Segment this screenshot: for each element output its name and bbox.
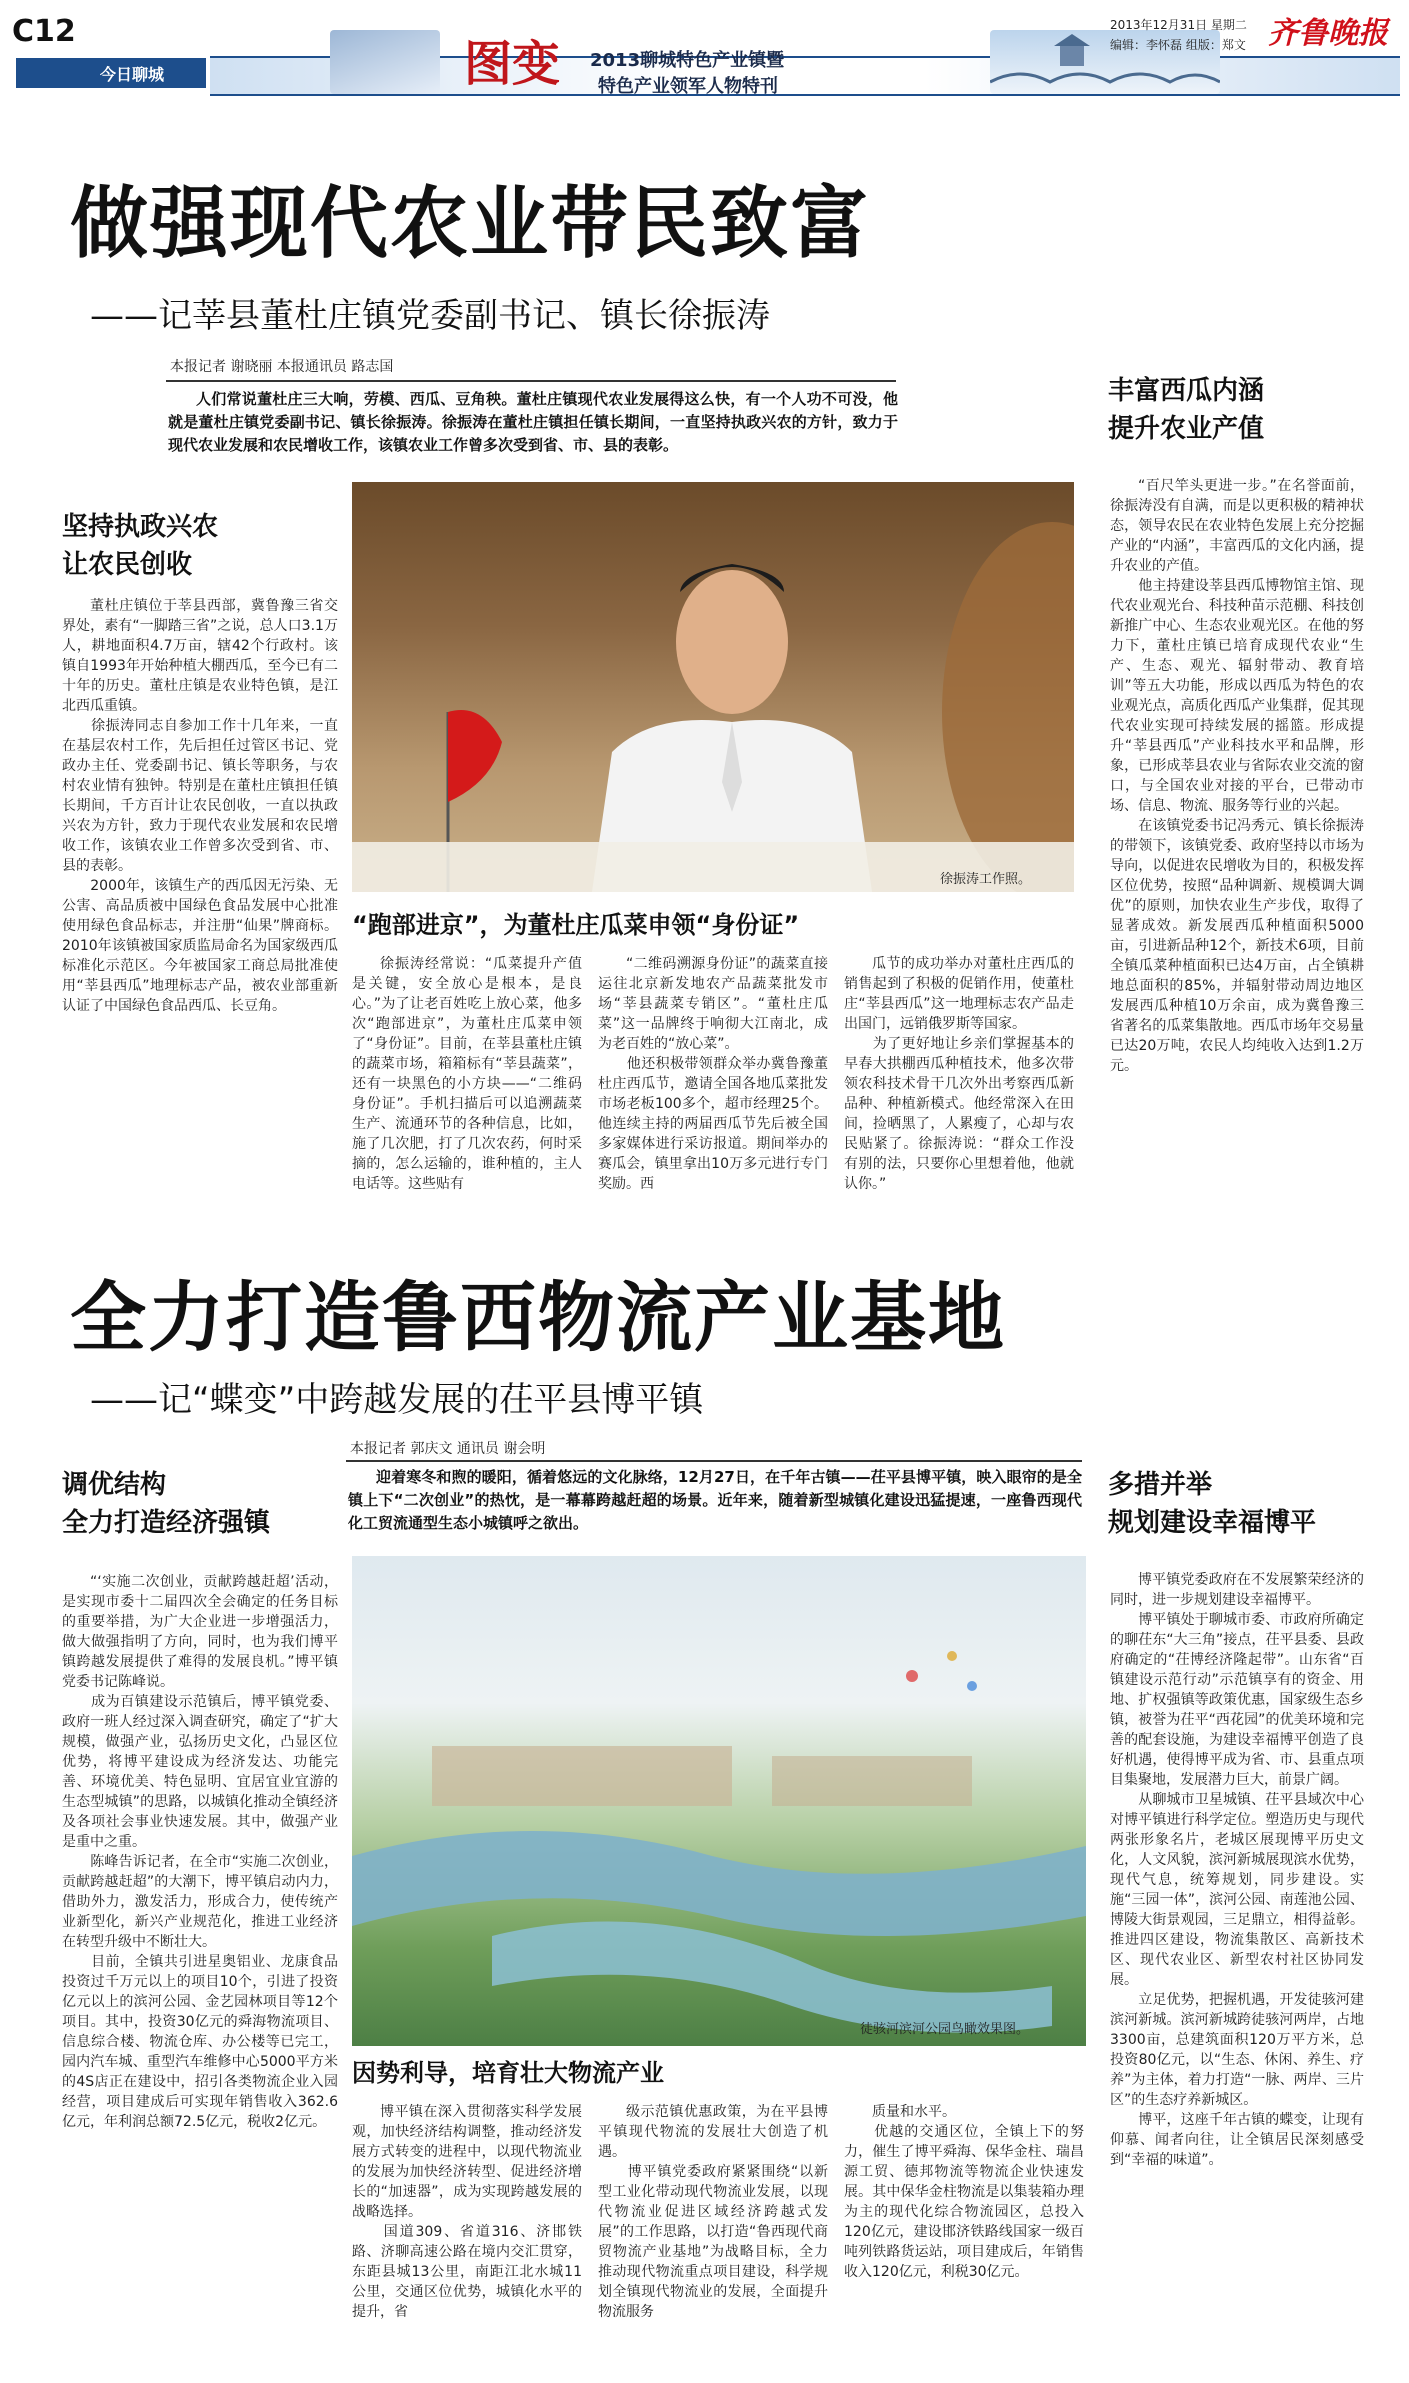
article2-section-b-col2: 级示范镇优惠政策，为在平县博平镇现代物流的发展壮大创造了机遇。 博平镇党委政府紧紧围绕“以新型工业化带动现代物流业发展，以现代物流业促进区域经济跨越式发展”的工作思路，以打造“鲁西现代商贸物流产业基地”为战略目标，全力推动现代物流重点项目建设，科学规划全镇现代物流业的发展，全面提升物流服务 xyxy=(598,2104,828,2320)
article2-headline: 全力打造鲁西物流产业基地 xyxy=(70,1270,1014,1366)
article1-byline: 本报记者 谢晓丽 本报通讯员 路志国 xyxy=(170,359,394,375)
page-header xyxy=(0,0,1409,100)
editor-line: 编辑：李怀磊 组版：郑文 xyxy=(1110,38,1246,52)
article1-section-c-title: 丰富西瓜内涵 提升农业产值 xyxy=(1108,376,1265,444)
article2-photo-caption: 徒骇河滨河公园鸟瞰效果图。 xyxy=(860,2022,1030,2037)
article1-lead: 人们常说董杜庄三大响，劳模、西瓜、豆角秧。董杜庄镇现代农业发展得这么快，有一个人功不可没，他就是董杜庄镇党委副书记、镇长徐振涛。徐振涛在董杜庄镇担任镇长期间，一直坚持执政兴农的方针，致力于现代农业发展和农民增收工作，该镇农业工作曾多次受到省、市、县的表彰。 xyxy=(168,390,898,454)
article1-section-b-title: “跑部进京”，为董杜庄瓜菜申领“身份证” xyxy=(352,911,800,939)
official-portrait xyxy=(352,482,1074,892)
article2-byline: 本报记者 郭庆文 通讯员 谢会明 xyxy=(350,1441,546,1457)
banner-title-1: 2013聊城特色产业镇暨 xyxy=(590,50,785,71)
banner-logo: 图变 xyxy=(463,36,560,92)
article2-section-c-text: 博平镇党委政府在不发展繁荣经济的同时，进一步规划建设幸福博平。 博平镇处于聊城市委、市政府所确定的聊茌东“大三角”接点，茌平县委、县政府确定的“茌博经济隆起带”。山东省“百镇建设示范行动”示范镇享有的资金、用地、扩权强镇等政策优惠，国家级生态乡镇，被誉为茌平“西花园”的优美环境和完善的配套设施，为建设幸福博平创造了良好机遇，使得博平成为省、市、县重点项目集聚地，发展潜力巨大，前景广阔。 从聊城市卫星城镇、茌平县域次中心对博平镇进行科学定位。塑造历史与现代两张形象名片，老城区展现博平历史文化，人文风貌，滨河新城展现滨水优势，现代气息，统筹规划，同步建设。实施“三园一体”，滨河公园、南莲池公园、博陵大街景观园，三足鼎立，相得益彰。推进四区建设，物流集散区、高新技术区、现代农业区、新型农村社区协同发展。 立足优势，把握机遇，开发徒骇河建滨河新城。滨河新城跨徒骇河两岸，占地3300亩，总建筑面积120万平方米，总投资80亿元，以“生态、休闲、养生、疗养”为主体，着力打造“一脉、两岸、三片区”的生态疗养新城区。 博平，这座千年古镇的蝶变，让现有仰慕、闻者向往，让全镇居民深刻感受到“幸福的味道”。 xyxy=(1110,1572,1364,2168)
article1-byline-rule xyxy=(166,380,896,382)
article2-byline-rule xyxy=(346,1460,1082,1462)
article2-subhead: ——记“蝶变”中跨越发展的茌平县博平镇 xyxy=(90,1380,704,1420)
article1-section-c-text: “百尺竿头更进一步。”在名誉面前，徐振涛没有自满，而是以更积极的精神状态，领导农民在农业特色发展上充分挖掘产业的“内涵”，丰富西瓜的文化内涵，提升农业的产值。 他主持建设莘县西瓜博物馆主馆、现代农业观光台、科技种苗示范棚、科技创新推广中心、生态农业观光区。在他的努力下，董杜庄镇已培育成现代农业“生产、生态、观光、辐射带动、教育培训”等五大功能，形成以西瓜为特色的农业观光点，高质化西瓜产业集群，促其现代农业实现可持续发展的摇篮。形成提升“莘县西瓜”产业科技水平和品牌，形象，已形成莘县农业与省际农业交流的窗口，与全国农业对接的平台，已带动市场、信息、物流、服务等行业的兴起。 在该镇党委书记冯秀元、镇长徐振涛的带领下，该镇党委、政府坚持以市场为导向，以促进农民增收为目的，积极发挥区位优势，按照“品种调新、规模调大调优”的原则，加快农业生产步伐，取得了显著成效。新发展西瓜种植面积5000亩，引进新品种12个，新技术6项，目前全镇瓜菜种植面积已达4万亩，占全镇耕地总面积的85%，并辐射带动周边地区发展西瓜种植10万余亩，成为冀鲁豫三省著名的瓜菜集散地。西瓜市场年交易量已达20万吨，农民人均纯收入达到1.2万元。 xyxy=(1110,478,1364,1074)
aerial-park-view xyxy=(352,1556,1086,2046)
paper-name: 齐鲁晚报 xyxy=(1268,16,1388,51)
page-number: C12 xyxy=(12,14,76,49)
article1-subhead: ——记莘县董杜庄镇党委副书记、镇长徐振涛 xyxy=(90,296,770,336)
article2-lead: 迎着寒冬和煦的暖阳，循着悠远的文化脉络，12月27日，在千年古镇——茌平县博平镇，映入眼帘的是全镇上下“二次创业”的热忱，是一幕幕跨越赶超的场景。近年来，随着新型城镇化建设迅猛提速，一座鲁西现代化工贸流通型生态小城镇呼之欲出。 xyxy=(348,1468,1082,1532)
article2-section-b-col1: 博平镇在深入贯彻落实科学发展观，加快经济结构调整，推动经济发展方式转变的进程中，以现代物流业的发展为加快经济转型、促进经济增长的“加速器”，成为实现跨越发展的战略选择。 国道309、省道316、济邯铁路、济聊高速公路在境内交汇贯穿，东距县城13公里，南距江北水城11公里，交通区位优势，城镇化水平的提升，省 xyxy=(352,2104,582,2320)
article2-section-b-col3: 质量和水平。 优越的交通区位，全镇上下的努力，催生了博平舜海、保华金柱、瑞昌源工贸、德邦物流等物流企业快速发展。其中保华金柱物流是以集装箱办理为主的现代化综合物流园区，总投入120亿元，建设邯济铁路线国家一级百吨列铁路货运站，项目建成后，年销售收入120亿元，利税30亿元。 xyxy=(844,2104,1084,2280)
article1-photo-caption: 徐振涛工作照。 xyxy=(940,872,1032,887)
article1-section-a-text: 董杜庄镇位于莘县西部，冀鲁豫三省交界处，素有“一脚踏三省”之说，总人口3.1万人，耕地面积4.7万亩，辖42个行政村。该镇自1993年开始种植大棚西瓜，至今已有二十年的历史。董杜庄镇是农业特色镇，是江北西瓜重镇。 徐振涛同志自参加工作十几年来，一直在基层农村工作，先后担任过管区书记、党政办主任、党委副书记、镇长等职务，与农村农业情有独钟。特别是在董杜庄镇担任镇长期间，千方百计让农民创收，一直以执政兴农为方针，致力于现代农业发展和农民增收工作，该镇农业工作曾多次受到省、市、县的表彰。 2000年，该镇生产的西瓜因无污染、无公害、高品质被中国绿色食品发展中心批准使用绿色食品标志，并注册“仙果”牌商标。2010年该镇被国家质监局命名为国家级西瓜标准化示范区。今年被国家工商总局批准使用“莘县西瓜”地理标志产品，被农业部重新认证了中国绿色食品西瓜、长豆角。 xyxy=(62,598,338,1014)
article2-section-c-title: 多措并举 规划建设幸福博平 xyxy=(1108,1470,1317,1538)
article1-section-a-title: 坚持执政兴农 让农民创收 xyxy=(62,512,219,580)
article2-section-b-title: 因势利导，培育壮大物流产业 xyxy=(352,2059,664,2087)
banner-illustration-left xyxy=(330,30,440,94)
article1-headline: 做强现代农业带民致富 xyxy=(70,179,871,269)
article1-section-b-col1: 徐振涛经常说：“瓜菜提升产值是关键，安全放心是根本，是良心。”为了让老百姓吃上放心菜，他多次“跑部进京”，为董杜庄瓜菜申领了“身份证”。目前，在莘县董杜庄镇的蔬菜市场，箱箱标有“莘县蔬菜”，还有一块黑色的小方块——“二维码身份证”。手机扫描后可以追溯蔬菜生产、流通环节的各种信息，比如，施了几次肥，打了几次农药，何时采摘的，怎么运输的，谁种植的，主人电话等。这些贴有 xyxy=(352,956,582,1192)
banner-title-2: 特色产业领军人物特刊 xyxy=(598,76,778,97)
article2-section-a-title: 调优结构 全力打造经济强镇 xyxy=(62,1470,271,1538)
date-line: 2013年12月31日 星期二 xyxy=(1110,18,1247,32)
section-name: 今日聊城 xyxy=(100,65,165,84)
article1-section-b-col3: 瓜节的成功举办对董杜庄西瓜的销售起到了积极的促销作用，使董杜庄“莘县西瓜”这一地理标志农产品走出国门，远销俄罗斯等国家。 为了更好地让乡亲们掌握基本的早春大拱棚西瓜种植技术，他多次带领农科技术骨干几次外出考察西瓜新品种、种植新模式。他经常深入在田间，捡晒黑了，人累瘦了，心却与农民贴紧了。徐振涛说：“群众工作没有别的法，只要你心里想着他，他就认你。” xyxy=(844,956,1074,1192)
article1-photo xyxy=(352,482,1074,892)
article2-park-rendering xyxy=(352,1556,1086,2046)
article1-section-b-col2: “二维码溯源身份证”的蔬菜直接运往北京新发地农产品蔬菜批发市场“莘县蔬菜专销区”。“董杜庄瓜菜”这一品牌终于响彻大江南北，成为老百姓的“放心菜”。 他还积极带领群众举办冀鲁豫董杜庄西瓜节，邀请全国各地瓜菜批发市场老板100多个，超市经理25个。他连续主持的两届西瓜节先后被全国多家媒体进行采访报道。期间举办的赛瓜会，镇里拿出10万多元进行专门奖励。西 xyxy=(598,956,828,1192)
article2-section-a-text: “‘实施二次创业，贡献跨越赶超’活动，是实现市委十二届四次全会确定的任务目标的重要举措，为广大企业进一步增强活力，做大做强指明了方向，同时，也为我们博平镇跨越发展提供了难得的发展良机。”博平镇党委书记陈峰说。 成为百镇建设示范镇后，博平镇党委、政府一班人经过深入调查研究，确定了“扩大规模，做强产业，弘扬历史文化，凸显区位优势，将博平建设成为经济发达、功能完善、环境优美、特色显明、宜居宜业宜游的生态型城镇”的思路，以城镇化推动全镇经济及各项社会事业快速发展。其中，做强产业是重中之重。 陈峰告诉记者，在全市“实施二次创业，贡献跨越赶超”的大潮下，博平镇启动内力，借助外力，激发活力，形成合力，使传统产业新型化，新兴产业规范化，推进工业经济在转型升级中不断壮大。 目前，全镇共引进星奥铝业、龙康食品投资过千万元以上的项目10个，引进了投资亿元以上的滨河公园、金艺园林项目等12个项目。其中，投资30亿元的舜海物流项目、信息综合楼、物流仓库、办公楼等已完工，园内汽车城、重型汽车维修中心5000平方米的4S店正在建设中，招引各类物流企业入园经营，项目建成后可实现年销售收入362.6亿元，年利润总额72.5亿元，税收2亿元。 xyxy=(62,1574,338,2130)
